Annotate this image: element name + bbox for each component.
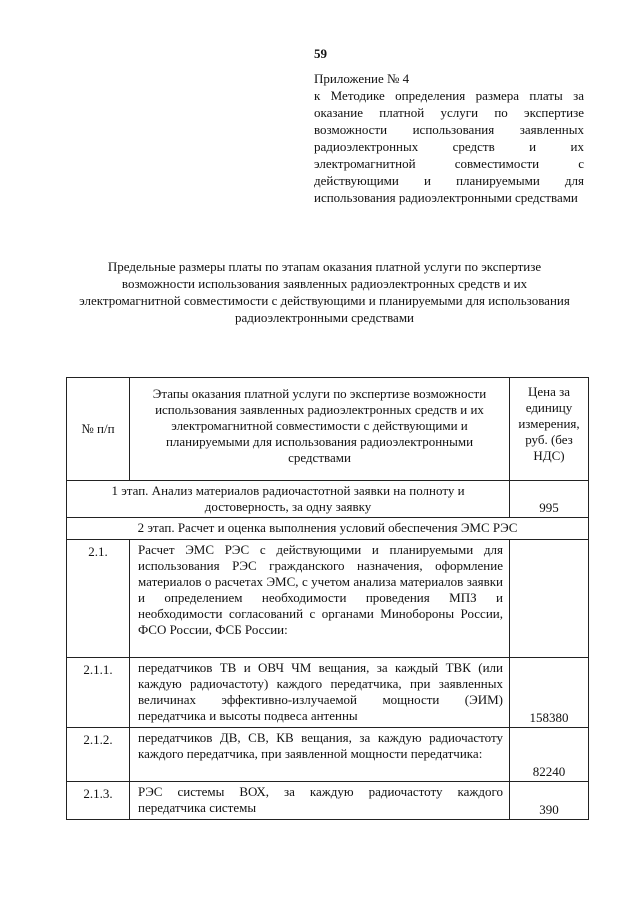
- table-row: [67, 728, 589, 782]
- stage2-row: [67, 518, 589, 540]
- table-row: [67, 782, 589, 820]
- stage1-price: 995: [510, 481, 589, 518]
- header-number: № п/п: [67, 378, 130, 481]
- table-header-row: [67, 378, 589, 481]
- row-number: 2.1.: [67, 540, 130, 658]
- fees-table: [66, 377, 589, 820]
- row-description: Расчет ЭМС РЭС с действующими и планируемыми для использования РЭС гражданского назначения, оформление материалов о расчетах ЭМС, с учетом анализа материалов заявки и определением необходимости проведения МПЗ и необходимости согласований с органами Минобороны России, ФСО России, ФСБ России:: [130, 540, 510, 658]
- header-price: Цена за единицу измерения, руб. (без НДС): [510, 378, 589, 481]
- row-description: передатчиков ТВ и ОВЧ ЧМ вещания, за каждый ТВК (или каждую радиочастоту) каждого передатчика, при заявленных величинах эффективно-излучаемой мощности (ЭИМ) передатчика и высоты подвеса антенны: [130, 658, 510, 728]
- row-number: 2.1.1.: [67, 658, 130, 728]
- row-price: 82240: [510, 728, 589, 782]
- page-number: 59: [314, 46, 327, 61]
- table-row: [67, 540, 589, 658]
- row-price: 390: [510, 782, 589, 820]
- row-price: 158380: [510, 658, 589, 728]
- row-number: 2.1.3.: [67, 782, 130, 820]
- stage1-row: [67, 481, 589, 518]
- header-description: Этапы оказания платной услуги по экспертизе возможности использования заявленных радиоэлектронных средств и их электромагнитной совместимости с действующими и планируемыми для использования радиоэлектронными средствами: [130, 378, 510, 481]
- appendix-text: к Методике определения размера платы за оказание платной услуги по экспертизе возможности использования заявленных радиоэлектронных средств и их электромагнитной совместимости с действующими и планируемыми для использования радиоэлектронными средствами: [314, 88, 584, 205]
- table-row: [67, 658, 589, 728]
- row-price: [510, 540, 589, 658]
- appendix-title: Приложение № 4: [314, 71, 410, 86]
- stage1-text: 1 этап. Анализ материалов радиочастотной заявки на полноту и достоверность, за одну заявку: [67, 481, 510, 518]
- document-title: Предельные размеры платы по этапам оказания платной услуги по экспертизе возможности использования заявленных радиоэлектронных средств и их электромагнитной совместимости с действующими и планируемыми для использования радиоэлектронными средствами: [79, 259, 570, 325]
- stage2-text: 2 этап. Расчет и оценка выполнения условий обеспечения ЭМС РЭС: [67, 518, 589, 540]
- appendix-block: [314, 70, 584, 206]
- row-description: РЭС системы ВОХ, за каждую радиочастоту каждого передатчика системы: [130, 782, 510, 820]
- row-description: передатчиков ДВ, СВ, КВ вещания, за каждую радиочастоту каждого передатчика, при заявленной мощности передатчика:: [130, 728, 510, 782]
- row-number: 2.1.2.: [67, 728, 130, 782]
